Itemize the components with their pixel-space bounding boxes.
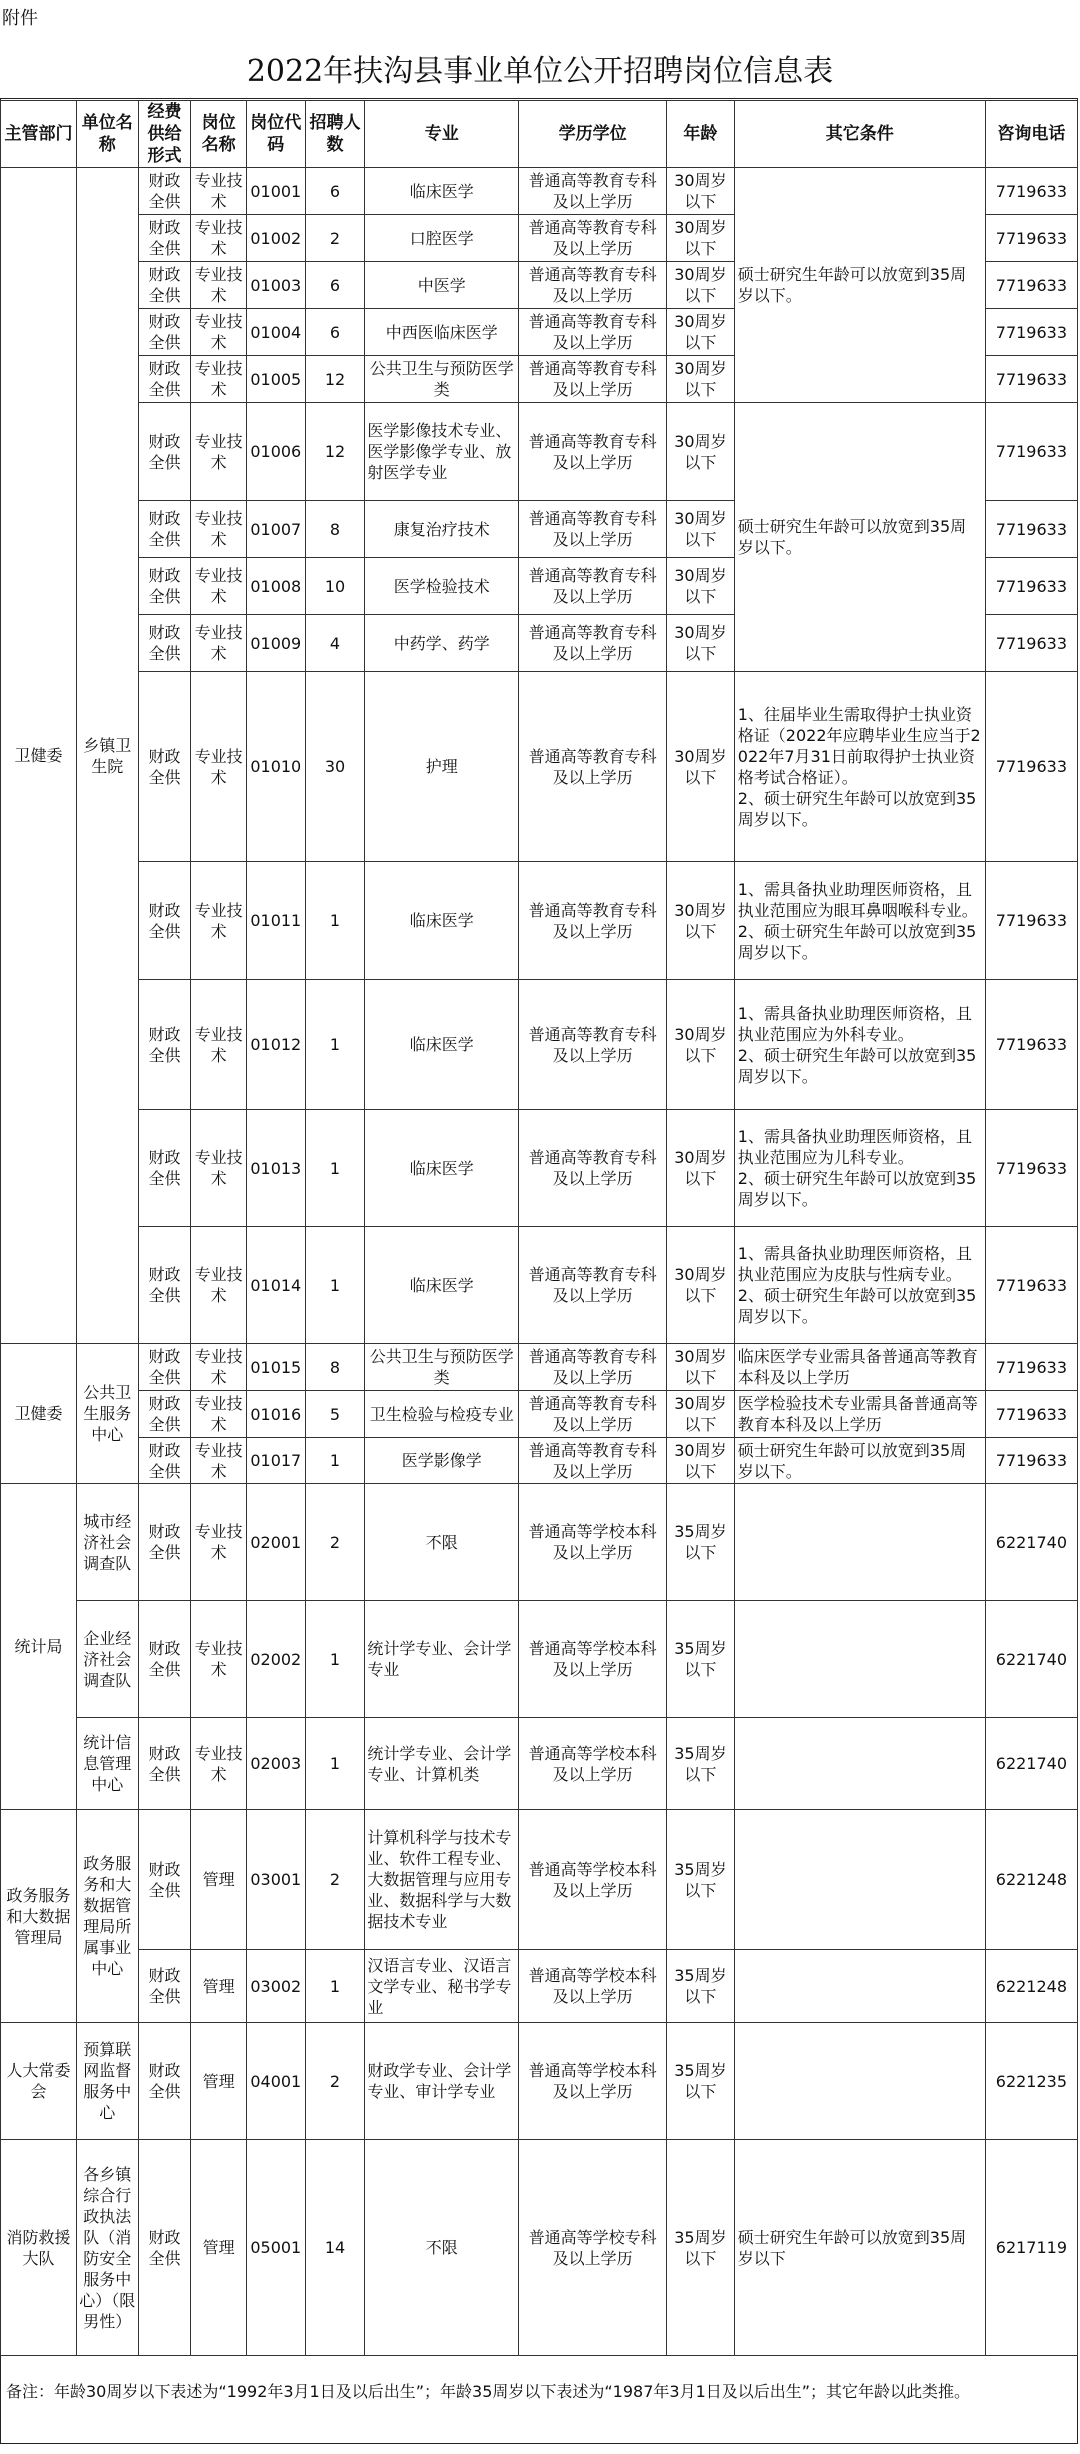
dept-cell: 统计局 bbox=[1, 1484, 77, 1810]
age-cell: 35周岁以下 bbox=[666, 2140, 734, 2356]
dept-cell: 消防救援大队 bbox=[1, 2140, 77, 2356]
major-cell: 中西医临床医学 bbox=[365, 309, 519, 356]
count-cell: 1 bbox=[305, 1718, 365, 1810]
count-cell: 1 bbox=[305, 862, 365, 980]
count-cell: 6 bbox=[305, 309, 365, 356]
age-cell: 35周岁以下 bbox=[666, 2023, 734, 2140]
major-cell: 临床医学 bbox=[365, 1110, 519, 1227]
age-cell: 35周岁以下 bbox=[666, 1601, 734, 1718]
table-row bbox=[1, 1718, 1078, 1810]
code-cell: 01004 bbox=[246, 309, 305, 356]
count-cell: 12 bbox=[305, 356, 365, 403]
post-cell: 专业技术 bbox=[191, 1438, 247, 1484]
count-cell: 8 bbox=[305, 501, 365, 558]
funding-cell: 财政全供 bbox=[138, 2023, 191, 2140]
funding-cell: 财政全供 bbox=[138, 215, 191, 262]
conditions-cell: 1、往届毕业生需取得护士执业资格证（2022年应聘毕业生应当于2022年7月31日前取得护士执业资格考试合格证）。 2、硕士研究生年龄可以放宽到35周岁以下。 bbox=[734, 672, 985, 862]
phone-cell: 7719633 bbox=[985, 215, 1077, 262]
education-cell: 普通高等教育专科及以上学历 bbox=[519, 980, 667, 1110]
count-cell: 6 bbox=[305, 262, 365, 309]
header-cell: 招聘人数 bbox=[305, 101, 365, 168]
funding-cell: 财政全供 bbox=[138, 558, 191, 615]
code-cell: 01014 bbox=[246, 1227, 305, 1344]
funding-cell: 财政全供 bbox=[138, 1110, 191, 1227]
age-cell: 30周岁以下 bbox=[666, 215, 734, 262]
dept-cell: 卫健委 bbox=[1, 168, 77, 1344]
post-cell: 管理 bbox=[191, 1950, 247, 2023]
major-cell: 康复治疗技术 bbox=[365, 501, 519, 558]
major-cell: 医学影像技术专业、医学影像学专业、放射医学专业 bbox=[365, 403, 519, 501]
phone-cell: 6221740 bbox=[985, 1718, 1077, 1810]
post-cell: 专业技术 bbox=[191, 1391, 247, 1438]
phone-cell: 7719633 bbox=[985, 558, 1077, 615]
conditions-cell bbox=[734, 1484, 985, 1601]
age-cell: 35周岁以下 bbox=[666, 1950, 734, 2023]
major-cell: 汉语言专业、汉语言文学专业、秘书学专业 bbox=[365, 1950, 519, 2023]
conditions-cell: 1、需具备执业助理医师资格，且执业范围应为皮肤与性病专业。 2、硕士研究生年龄可以放宽到35周岁以下。 bbox=[734, 1227, 985, 1344]
conditions-cell: 硕士研究生年龄可以放宽到35周岁以下。 bbox=[734, 168, 985, 403]
education-cell: 普通高等学校本科及以上学历 bbox=[519, 1950, 667, 2023]
age-cell: 30周岁以下 bbox=[666, 558, 734, 615]
age-cell: 30周岁以下 bbox=[666, 309, 734, 356]
phone-cell: 7719633 bbox=[985, 262, 1077, 309]
code-cell: 04001 bbox=[246, 2023, 305, 2140]
major-cell: 临床医学 bbox=[365, 862, 519, 980]
funding-cell: 财政全供 bbox=[138, 862, 191, 980]
major-cell: 公共卫生与预防医学类 bbox=[365, 1344, 519, 1391]
funding-cell: 财政全供 bbox=[138, 672, 191, 862]
conditions-cell bbox=[734, 1601, 985, 1718]
table-row bbox=[1, 1227, 1078, 1344]
funding-cell: 财政全供 bbox=[138, 356, 191, 403]
table-row bbox=[1, 403, 1078, 501]
major-cell: 卫生检验与检疫专业 bbox=[365, 1391, 519, 1438]
unit-cell: 公共卫生服务中心 bbox=[76, 1344, 138, 1484]
count-cell: 30 bbox=[305, 672, 365, 862]
phone-cell: 6221740 bbox=[985, 1601, 1077, 1718]
count-cell: 12 bbox=[305, 403, 365, 501]
conditions-cell bbox=[734, 2023, 985, 2140]
code-cell: 01002 bbox=[246, 215, 305, 262]
table-row bbox=[1, 2023, 1078, 2140]
header-cell: 咨询电话 bbox=[985, 101, 1077, 168]
conditions-cell: 1、需具备执业助理医师资格，且执业范围应为外科专业。 2、硕士研究生年龄可以放宽到35周岁以下。 bbox=[734, 980, 985, 1110]
age-cell: 30周岁以下 bbox=[666, 1344, 734, 1391]
education-cell: 普通高等教育专科及以上学历 bbox=[519, 168, 667, 215]
header-row bbox=[1, 101, 1078, 168]
phone-cell: 7719633 bbox=[985, 356, 1077, 403]
funding-cell: 财政全供 bbox=[138, 403, 191, 501]
phone-cell: 6221248 bbox=[985, 1810, 1077, 1950]
phone-cell: 7719633 bbox=[985, 862, 1077, 980]
major-cell: 不限 bbox=[365, 1484, 519, 1601]
code-cell: 01009 bbox=[246, 615, 305, 672]
post-cell: 专业技术 bbox=[191, 262, 247, 309]
major-cell: 医学影像学 bbox=[365, 1438, 519, 1484]
age-cell: 30周岁以下 bbox=[666, 672, 734, 862]
post-cell: 专业技术 bbox=[191, 403, 247, 501]
unit-cell: 统计信息管理中心 bbox=[76, 1718, 138, 1810]
count-cell: 1 bbox=[305, 1227, 365, 1344]
education-cell: 普通高等学校本科及以上学历 bbox=[519, 2023, 667, 2140]
table-row bbox=[1, 980, 1078, 1110]
post-cell: 专业技术 bbox=[191, 356, 247, 403]
unit-cell: 预算联网监督服务中心 bbox=[76, 2023, 138, 2140]
education-cell: 普通高等学校专科及以上学历 bbox=[519, 2140, 667, 2356]
code-cell: 01017 bbox=[246, 1438, 305, 1484]
major-cell: 不限 bbox=[365, 2140, 519, 2356]
funding-cell: 财政全供 bbox=[138, 1718, 191, 1810]
age-cell: 30周岁以下 bbox=[666, 862, 734, 980]
count-cell: 1 bbox=[305, 1110, 365, 1227]
table-row bbox=[1, 1950, 1078, 2023]
table-row bbox=[1, 1344, 1078, 1391]
post-cell: 管理 bbox=[191, 2023, 247, 2140]
age-cell: 30周岁以下 bbox=[666, 168, 734, 215]
age-cell: 30周岁以下 bbox=[666, 1227, 734, 1344]
phone-cell: 7719633 bbox=[985, 1344, 1077, 1391]
post-cell: 专业技术 bbox=[191, 672, 247, 862]
unit-cell: 城市经济社会调查队 bbox=[76, 1484, 138, 1601]
code-cell: 03001 bbox=[246, 1810, 305, 1950]
post-cell: 专业技术 bbox=[191, 1718, 247, 1810]
code-cell: 01016 bbox=[246, 1391, 305, 1438]
header-cell: 年龄 bbox=[666, 101, 734, 168]
code-cell: 01003 bbox=[246, 262, 305, 309]
education-cell: 普通高等教育专科及以上学历 bbox=[519, 672, 667, 862]
phone-cell: 6221235 bbox=[985, 2023, 1077, 2140]
table-row bbox=[1, 1484, 1078, 1601]
conditions-cell bbox=[734, 1718, 985, 1810]
major-cell: 计算机科学与技术专业、软件工程专业、大数据管理与应用专业、数据科学与大数据技术专业 bbox=[365, 1810, 519, 1950]
count-cell: 6 bbox=[305, 168, 365, 215]
count-cell: 1 bbox=[305, 980, 365, 1110]
major-cell: 中药学、药学 bbox=[365, 615, 519, 672]
major-cell: 公共卫生与预防医学类 bbox=[365, 356, 519, 403]
phone-cell: 7719633 bbox=[985, 309, 1077, 356]
code-cell: 02001 bbox=[246, 1484, 305, 1601]
age-cell: 30周岁以下 bbox=[666, 1110, 734, 1227]
funding-cell: 财政全供 bbox=[138, 1950, 191, 2023]
footnote: 备注：年龄30周岁以下表述为“1992年3月1日及以后出生”；年龄35周岁以下表述为“1987年3月1日及以后出生”；其它年龄以此类推。 bbox=[6, 2382, 971, 2401]
phone-cell: 7719633 bbox=[985, 1227, 1077, 1344]
code-cell: 01012 bbox=[246, 980, 305, 1110]
count-cell: 2 bbox=[305, 1810, 365, 1950]
funding-cell: 财政全供 bbox=[138, 309, 191, 356]
post-cell: 专业技术 bbox=[191, 215, 247, 262]
education-cell: 普通高等学校本科及以上学历 bbox=[519, 1484, 667, 1601]
header-cell: 主管部门 bbox=[1, 101, 77, 168]
funding-cell: 财政全供 bbox=[138, 1810, 191, 1950]
count-cell: 10 bbox=[305, 558, 365, 615]
count-cell: 14 bbox=[305, 2140, 365, 2356]
funding-cell: 财政全供 bbox=[138, 1484, 191, 1601]
education-cell: 普通高等教育专科及以上学历 bbox=[519, 1227, 667, 1344]
education-cell: 普通高等教育专科及以上学历 bbox=[519, 862, 667, 980]
header-cell: 岗位代码 bbox=[246, 101, 305, 168]
education-cell: 普通高等学校本科及以上学历 bbox=[519, 1810, 667, 1950]
funding-cell: 财政全供 bbox=[138, 615, 191, 672]
funding-cell: 财政全供 bbox=[138, 980, 191, 1110]
code-cell: 01010 bbox=[246, 672, 305, 862]
education-cell: 普通高等教育专科及以上学历 bbox=[519, 1391, 667, 1438]
phone-cell: 6217119 bbox=[985, 2140, 1077, 2356]
post-cell: 管理 bbox=[191, 2140, 247, 2356]
phone-cell: 7719633 bbox=[985, 1110, 1077, 1227]
post-cell: 专业技术 bbox=[191, 1110, 247, 1227]
conditions-cell: 硕士研究生年龄可以放宽到35周岁以下 bbox=[734, 2140, 985, 2356]
post-cell: 专业技术 bbox=[191, 309, 247, 356]
count-cell: 1 bbox=[305, 1950, 365, 2023]
job-table bbox=[0, 100, 1078, 2356]
conditions-cell bbox=[734, 1950, 985, 2023]
post-cell: 专业技术 bbox=[191, 862, 247, 980]
post-cell: 专业技术 bbox=[191, 501, 247, 558]
funding-cell: 财政全供 bbox=[138, 1227, 191, 1344]
post-cell: 专业技术 bbox=[191, 1227, 247, 1344]
post-cell: 专业技术 bbox=[191, 615, 247, 672]
header-cell: 岗位名称 bbox=[191, 101, 247, 168]
major-cell: 医学检验技术 bbox=[365, 558, 519, 615]
code-cell: 01008 bbox=[246, 558, 305, 615]
count-cell: 2 bbox=[305, 2023, 365, 2140]
major-cell: 临床医学 bbox=[365, 168, 519, 215]
conditions-cell: 1、需具备执业助理医师资格，且执业范围应为儿科专业。 2、硕士研究生年龄可以放宽到35周岁以下。 bbox=[734, 1110, 985, 1227]
phone-cell: 7719633 bbox=[985, 1391, 1077, 1438]
major-cell: 中医学 bbox=[365, 262, 519, 309]
dept-cell: 政务服务和大数据管理局 bbox=[1, 1810, 77, 2023]
education-cell: 普通高等教育专科及以上学历 bbox=[519, 309, 667, 356]
header-cell: 单位名称 bbox=[76, 101, 138, 168]
post-cell: 专业技术 bbox=[191, 558, 247, 615]
phone-cell: 6221740 bbox=[985, 1484, 1077, 1601]
conditions-cell bbox=[734, 1810, 985, 1950]
code-cell: 02002 bbox=[246, 1601, 305, 1718]
count-cell: 1 bbox=[305, 1438, 365, 1484]
code-cell: 01007 bbox=[246, 501, 305, 558]
major-cell: 统计学专业、会计学专业、计算机类 bbox=[365, 1718, 519, 1810]
funding-cell: 财政全供 bbox=[138, 1601, 191, 1718]
conditions-cell: 硕士研究生年龄可以放宽到35周岁以下。 bbox=[734, 403, 985, 672]
age-cell: 30周岁以下 bbox=[666, 501, 734, 558]
funding-cell: 财政全供 bbox=[138, 1438, 191, 1484]
education-cell: 普通高等教育专科及以上学历 bbox=[519, 1438, 667, 1484]
funding-cell: 财政全供 bbox=[138, 1391, 191, 1438]
education-cell: 普通高等教育专科及以上学历 bbox=[519, 1110, 667, 1227]
education-cell: 普通高等教育专科及以上学历 bbox=[519, 262, 667, 309]
phone-cell: 6221248 bbox=[985, 1950, 1077, 2023]
age-cell: 35周岁以下 bbox=[666, 1484, 734, 1601]
phone-cell: 7719633 bbox=[985, 168, 1077, 215]
code-cell: 01001 bbox=[246, 168, 305, 215]
education-cell: 普通高等教育专科及以上学历 bbox=[519, 403, 667, 501]
post-cell: 专业技术 bbox=[191, 1344, 247, 1391]
age-cell: 35周岁以下 bbox=[666, 1810, 734, 1950]
funding-cell: 财政全供 bbox=[138, 168, 191, 215]
header-cell: 经费供给形式 bbox=[138, 101, 191, 168]
table-row bbox=[1, 2140, 1078, 2356]
conditions-cell: 医学检验技术专业需具备普通高等教育本科及以上学历 bbox=[734, 1391, 985, 1438]
education-cell: 普通高等学校本科及以上学历 bbox=[519, 1601, 667, 1718]
age-cell: 30周岁以下 bbox=[666, 356, 734, 403]
header-cell: 专业 bbox=[365, 101, 519, 168]
conditions-cell: 1、需具备执业助理医师资格，且执业范围应为眼耳鼻咽喉科专业。 2、硕士研究生年龄可以放宽到35周岁以下。 bbox=[734, 862, 985, 980]
count-cell: 1 bbox=[305, 1601, 365, 1718]
count-cell: 4 bbox=[305, 615, 365, 672]
education-cell: 普通高等学校本科及以上学历 bbox=[519, 1718, 667, 1810]
header-cell: 学历学位 bbox=[519, 101, 667, 168]
header-cell: 其它条件 bbox=[734, 101, 985, 168]
phone-cell: 7719633 bbox=[985, 501, 1077, 558]
education-cell: 普通高等教育专科及以上学历 bbox=[519, 1344, 667, 1391]
phone-cell: 7719633 bbox=[985, 615, 1077, 672]
education-cell: 普通高等教育专科及以上学历 bbox=[519, 558, 667, 615]
dept-cell: 人大常委会 bbox=[1, 2023, 77, 2140]
major-cell: 临床医学 bbox=[365, 1227, 519, 1344]
code-cell: 01013 bbox=[246, 1110, 305, 1227]
major-cell: 临床医学 bbox=[365, 980, 519, 1110]
funding-cell: 财政全供 bbox=[138, 262, 191, 309]
major-cell: 统计学专业、会计学专业 bbox=[365, 1601, 519, 1718]
post-cell: 专业技术 bbox=[191, 1484, 247, 1601]
major-cell: 财政学专业、会计学专业、审计学专业 bbox=[365, 2023, 519, 2140]
major-cell: 护理 bbox=[365, 672, 519, 862]
phone-cell: 7719633 bbox=[985, 980, 1077, 1110]
unit-cell: 乡镇卫生院 bbox=[76, 168, 138, 1344]
phone-cell: 7719633 bbox=[985, 672, 1077, 862]
phone-cell: 7719633 bbox=[985, 403, 1077, 501]
code-cell: 01011 bbox=[246, 862, 305, 980]
post-cell: 专业技术 bbox=[191, 1601, 247, 1718]
unit-cell: 各乡镇综合行政执法队（消防安全服务中心）（限男性） bbox=[76, 2140, 138, 2356]
table-row bbox=[1, 1601, 1078, 1718]
code-cell: 05001 bbox=[246, 2140, 305, 2356]
conditions-cell: 临床医学专业需具备普通高等教育本科及以上学历 bbox=[734, 1344, 985, 1391]
count-cell: 8 bbox=[305, 1344, 365, 1391]
post-cell: 专业技术 bbox=[191, 168, 247, 215]
table-row bbox=[1, 1391, 1078, 1438]
table-row bbox=[1, 862, 1078, 980]
education-cell: 普通高等教育专科及以上学历 bbox=[519, 356, 667, 403]
code-cell: 01006 bbox=[246, 403, 305, 501]
page-title: 2022年扶沟县事业单位公开招聘岗位信息表 bbox=[246, 54, 834, 89]
unit-cell: 企业经济社会调查队 bbox=[76, 1601, 138, 1718]
unit-cell: 政务服务和大数据管理局所属事业中心 bbox=[76, 1810, 138, 2023]
attachment-label: 附件 bbox=[2, 8, 38, 29]
age-cell: 30周岁以下 bbox=[666, 1438, 734, 1484]
education-cell: 普通高等教育专科及以上学历 bbox=[519, 615, 667, 672]
table-row bbox=[1, 1438, 1078, 1484]
code-cell: 01015 bbox=[246, 1344, 305, 1391]
table-row bbox=[1, 672, 1078, 862]
education-cell: 普通高等教育专科及以上学历 bbox=[519, 501, 667, 558]
major-cell: 口腔医学 bbox=[365, 215, 519, 262]
table-row bbox=[1, 1110, 1078, 1227]
age-cell: 35周岁以下 bbox=[666, 1718, 734, 1810]
code-cell: 03002 bbox=[246, 1950, 305, 2023]
age-cell: 30周岁以下 bbox=[666, 1391, 734, 1438]
funding-cell: 财政全供 bbox=[138, 1344, 191, 1391]
code-cell: 02003 bbox=[246, 1718, 305, 1810]
age-cell: 30周岁以下 bbox=[666, 262, 734, 309]
table-row bbox=[1, 1810, 1078, 1950]
phone-cell: 7719633 bbox=[985, 1438, 1077, 1484]
funding-cell: 财政全供 bbox=[138, 2140, 191, 2356]
age-cell: 30周岁以下 bbox=[666, 980, 734, 1110]
post-cell: 管理 bbox=[191, 1810, 247, 1950]
age-cell: 30周岁以下 bbox=[666, 615, 734, 672]
funding-cell: 财政全供 bbox=[138, 501, 191, 558]
post-cell: 专业技术 bbox=[191, 980, 247, 1110]
conditions-cell: 硕士研究生年龄可以放宽到35周岁以下。 bbox=[734, 1438, 985, 1484]
count-cell: 2 bbox=[305, 1484, 365, 1601]
age-cell: 30周岁以下 bbox=[666, 403, 734, 501]
education-cell: 普通高等教育专科及以上学历 bbox=[519, 215, 667, 262]
dept-cell: 卫健委 bbox=[1, 1344, 77, 1484]
code-cell: 01005 bbox=[246, 356, 305, 403]
count-cell: 2 bbox=[305, 215, 365, 262]
table-row bbox=[1, 168, 1078, 215]
count-cell: 5 bbox=[305, 1391, 365, 1438]
